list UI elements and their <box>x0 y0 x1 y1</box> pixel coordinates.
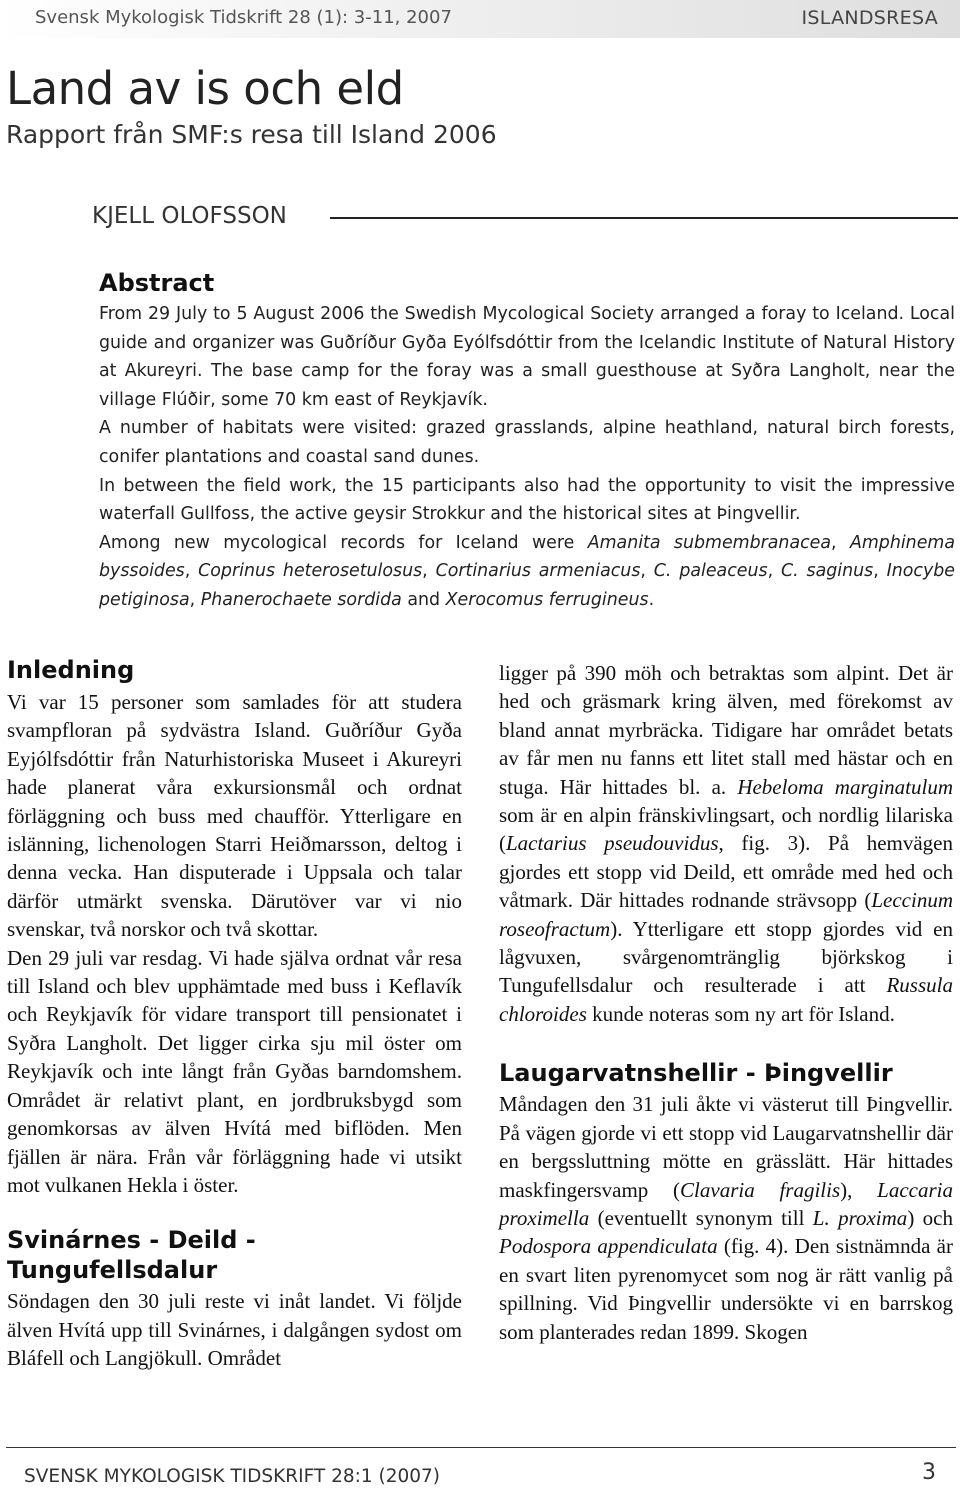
abstract-heading: Abstract <box>99 269 215 297</box>
article-subtitle: Rapport från SMF:s resa till Island 2006 <box>6 120 497 149</box>
body-paragraph <box>499 1090 953 1346</box>
text-run: ), <box>840 1177 878 1202</box>
svinarnes-body <box>7 1287 462 1372</box>
species-name: Amphinema byssoides <box>99 532 956 582</box>
text-run: kunde noteras som ny art för Island. <box>586 1001 895 1026</box>
body-paragraph: Den 29 juli var resdag. Vi hade själva ordnat vår resa till Island och blev upphämtade med buss i Keflavík och Reykjavík för vidare transport till pensionatet i Syðra Langholt. Det ligger cirka sju mil öster om Reykjavík och inte långt från Gyðas barndomshem. Området är relativt plant, en jordbruksbygd som genomkorsas av älven Hvítá med biflöden. Men fjällen är nära. Från vår förläggning hade vi utsikt mot vulkanen Hekla i öster. <box>7 945 462 1197</box>
species-name: C. paleaceus <box>653 561 768 582</box>
text-run: , <box>640 561 654 582</box>
section-heading-svinarnes: Svinárnes - Deild - Tungufellsdalur <box>7 1226 256 1285</box>
species-name: Podospora appendiculata <box>499 1234 718 1259</box>
text-run: Among new mycological records for Iceland were <box>99 532 588 553</box>
species-name: C. saginus <box>780 561 874 582</box>
laugarvatn-body <box>499 1090 953 1346</box>
text-run: , <box>767 561 781 582</box>
species-name: Laccaria proximella <box>499 1177 953 1230</box>
species-name: Russula chloroides <box>499 973 953 1026</box>
text-run: , <box>184 561 199 582</box>
text-run: (eventuellt synonym till <box>589 1205 813 1230</box>
left-column <box>7 655 462 1373</box>
abstract-paragraph: From 29 July to 5 August 2006 the Swedish Mycological Society arranged a foray to Iceland. Local guide and organizer was Guðríður Gyða Eyólfsdóttir from the Icelandic Institute of Natural History at Akureyri. The base camp for the foray was a small guesthouse at Syðra Langholt, near the village Flúðir, some 70 km east of Reykjavík. <box>99 304 955 410</box>
page-number: 3 <box>922 1460 936 1485</box>
text-run: . <box>648 589 655 610</box>
text-run: , fig. 3). På hemvägen gjordes ett stopp vid Deild, ett område med hed och våtmark. Där hittades rodnande strävsopp ( <box>499 831 953 913</box>
footer-rule <box>6 1447 956 1448</box>
species-name: Hebeloma marginatulum <box>737 774 954 799</box>
species-name: Clavaria fragilis <box>680 1177 841 1202</box>
article-title: Land av is och eld <box>6 62 404 115</box>
abstract-body <box>99 300 955 615</box>
species-name: Inocybe petiginosa <box>99 561 955 610</box>
right-column <box>499 659 953 1346</box>
species-name: Coprinus heterosetulosus <box>198 561 423 582</box>
text-run: ) och <box>907 1205 953 1230</box>
svinarnes-continued-body <box>499 659 953 1028</box>
body-paragraph: Söndagen den 30 juli reste vi inåt landet. Vi följde älven Hvítá upp till Svinárnes, i dalgången sydost om Bláfell och Langjökull. Området <box>7 1289 462 1371</box>
species-name: Lactarius pseudouvidus <box>506 831 719 856</box>
text-run: , <box>873 561 887 582</box>
species-name: Phanerochaete sordida <box>200 589 402 610</box>
text-run: , <box>422 561 436 582</box>
text-run: (fig. 4). Den sistnämnda är en svart liten pyrenomycet som nog är rätt vanlig på spillning. Vid Þingvellir undersökte vi en barrskog som planterades redan 1899. Skogen <box>499 1234 953 1344</box>
section-label: ISLANDSRESA <box>801 7 938 29</box>
journal-reference: Svensk Mykologisk Tidskrift 28 (1): 3-11, 2007 <box>35 7 452 28</box>
abstract-paragraph-records <box>99 529 955 615</box>
text-run: , <box>189 589 201 610</box>
section-heading-inledning: Inledning <box>7 656 135 684</box>
section-heading-laugarvatn: Laugarvatnshellir - Þingvellir <box>499 1059 893 1088</box>
species-name: Cortinarius armeniacus <box>435 561 641 582</box>
abstract-paragraph: A number of habitats were visited: grazed grasslands, alpine heathland, natural birch forests, conifer plantations and coastal sand dunes. <box>99 418 955 467</box>
body-paragraph: Vi var 15 personer som samlades för att studera svampfloran på sydvästra Island. Guðríður Gyða Eyjólfsdóttir från Naturhistoriska Museet i Akureyri hade planerat våra exkursionsmål och ordnat förläggning och buss med chaufför. Ytterligare en islänning, lichenologen Starri Heiðmarsson, deltog i denna vecka. Han disputerade i Uppsala och talar därför utmärkt svenska. Därutöver var vi nio svenskar, två norskor och två skottar. <box>7 690 462 942</box>
text-run: Måndagen den 31 juli åkte vi västerut till Þingvellir. På vägen gjorde vi ett stopp vid Laugarvatnshellir där en bergssluttning mötte en grässlätt. Här hittades maskfingersvamp ( <box>499 1092 953 1202</box>
body-paragraph <box>499 659 953 1028</box>
author-name: KJELL OLOFSSON <box>92 203 287 229</box>
inledning-body <box>7 688 462 1199</box>
species-name: Xerocomus ferrugineus <box>445 589 649 610</box>
author-rule <box>330 217 958 219</box>
text-run: and <box>401 589 446 610</box>
species-name: Amanita submembranacea <box>587 532 832 553</box>
footer-journal: SVENSK MYKOLOGISK TIDSKRIFT 28:1 (2007) <box>24 1466 441 1487</box>
text-run: som är en alpin fränskivlingsart, och nordlig lilariska ( <box>499 803 953 856</box>
species-name: L. proxima <box>812 1205 908 1230</box>
text-run: ). Ytterligare ett stopp gjordes vid en lågvuxen, svårgenomtränglig björkskog i Tungufellsdalur och resulterade i att <box>499 916 953 998</box>
text-run: , <box>831 532 850 553</box>
text-run: ligger på 390 möh och betraktas som alpint. Det är hed och gräsmark kring älven, med förekomst av bland annat myrbräcka. Tidigare har området betats av får men nu fanns ett litet stall med hästar och en stuga. Här hittades bl. a. <box>499 661 953 799</box>
species-name: Leccinum roseofractum <box>499 888 953 941</box>
abstract-paragraph: In between the field work, the 15 participants also had the opportunity to visit the impressive waterfall Gullfoss, the active geysir Strokkur and the historical sites at Þingvellir. <box>99 475 955 525</box>
